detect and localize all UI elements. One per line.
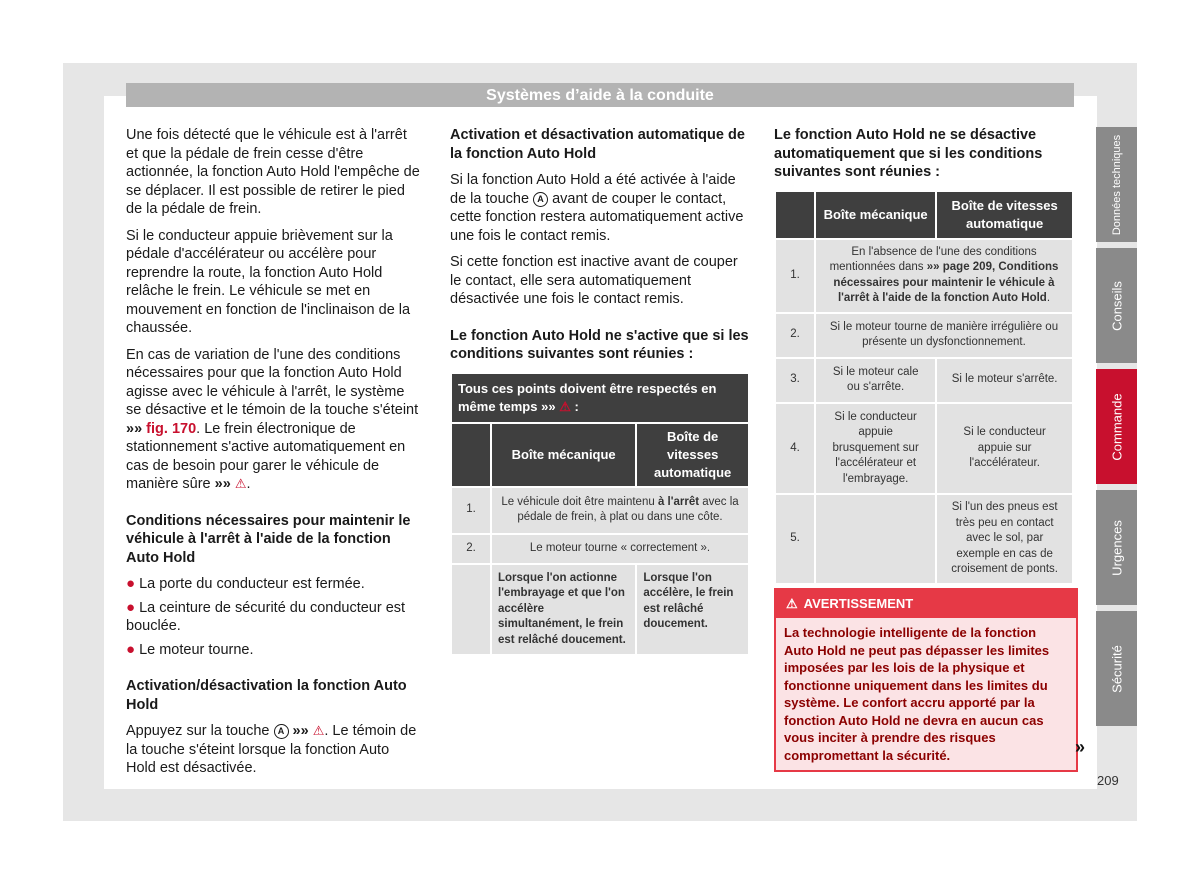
table-header: Boîte de vitesses automatique — [936, 191, 1073, 239]
activation-conditions-table — [450, 372, 750, 657]
table-cell: Lorsque l'on actionne l'embrayage et que l'on accélère simultanément, le frein est relâché doucement. — [491, 564, 636, 656]
table-header-blank — [451, 423, 491, 487]
warning-title: AVERTISSEMENT — [803, 596, 914, 611]
bullet-icon: ● — [126, 598, 136, 616]
list-item — [126, 575, 422, 594]
tab-label: Sécurité — [1109, 644, 1124, 693]
table-cell — [491, 487, 749, 534]
paragraph: Si cette fonction est inactive avant de couper le contact, elle sera automatiquement désactivée une fois le contact remis. — [450, 254, 738, 307]
section-heading: Le fonction Auto Hold ne se désactive automatiquement que si les conditions suivantes sont réunies : — [774, 127, 1043, 180]
table-row — [775, 358, 1073, 403]
continue-marker: » — [1075, 737, 1086, 757]
tab-label: Urgences — [1109, 519, 1124, 576]
row-number: 2. — [775, 313, 815, 358]
text: avant de couper le contact, cette fonction restera automatiquement active une fois le contact remis. — [450, 190, 744, 244]
auto-hold-button-icon: A — [274, 724, 289, 739]
deactivation-conditions-table — [774, 190, 1074, 585]
table-header: Boîte mécanique — [815, 191, 936, 239]
column-left — [126, 126, 422, 786]
table-row — [775, 494, 1073, 584]
bullet-list — [126, 575, 422, 659]
cross-ref-arrow: »» — [541, 398, 556, 414]
table-row — [775, 313, 1073, 358]
row-number: 1. — [775, 239, 815, 313]
side-tab-urgences[interactable] — [1096, 490, 1137, 605]
section-heading: Activation/désactivation la fonction Auto Hold — [126, 678, 407, 713]
table-row — [451, 564, 749, 656]
page-number: 209 — [1097, 773, 1119, 788]
side-tab-conseils[interactable] — [1096, 248, 1137, 363]
page-link[interactable]: »» page 209, Conditions nécessaires pour maintenir le véhicule à l'arrêt à l'aide de la fonction Auto Hold — [833, 261, 1059, 304]
text: . Le frein électronique de stationnement s'active automatiquement en cas de besoin pour garer le véhicule de manière sûre — [126, 420, 406, 492]
cross-ref-arrow: »» — [126, 420, 143, 437]
text: Si la fonction Auto Hold a été activée à l'aide de la touche — [450, 172, 736, 207]
row-number: 3. — [775, 358, 815, 403]
text: Appuyez sur la touche — [126, 723, 274, 739]
text: . — [1046, 292, 1051, 304]
section-heading: Le fonction Auto Hold ne s'active que si les conditions suivantes sont réunies : — [450, 327, 749, 362]
row-number: 5. — [775, 494, 815, 584]
side-tab-commande[interactable] — [1096, 369, 1137, 484]
paragraph: Si le conducteur appuie brièvement sur la pédale d'accélérateur ou accélère pour reprendre la route, la fonction Auto Hold relâche le frein. Le véhicule se met en mouvement en fonction de l'inclinaison de la chaussée. — [126, 227, 411, 336]
table-cell — [815, 494, 936, 584]
page-header-title: Systèmes d’aide à la conduite — [126, 83, 1074, 107]
table-cell: Lorsque l'on accélère, le frein est relâché doucement. — [636, 564, 749, 656]
row-number — [451, 564, 491, 656]
paragraph: Une fois détecté que le véhicule est à l'arrêt et que la pédale de frein cesse d'être actionnée, la fonction Auto Hold l'empêche de se déplacer. Il est possible de retirer le pied de la pédale de frein. — [126, 127, 420, 217]
column-middle — [450, 126, 750, 656]
table-cell: Si le conducteur appuie sur l'accélérateur. — [936, 403, 1073, 495]
table-cell: Si l'un des pneus est très peu en contact avec le sol, par exemple en cas de croisement de ponts. — [936, 494, 1073, 584]
text: En cas de variation de l'une des conditions nécessaires pour que la fonction Auto Hold agisse avec le véhicule à l'arrêt, le système se désactive et le témoin de la touche s'éteint — [126, 346, 419, 418]
text: . Le témoin de la touche s'éteint lorsque la fonction Auto Hold est désactivée. — [126, 723, 417, 776]
section-heading: Conditions nécessaires pour maintenir le véhicule à l'arrêt à l'aide de la fonction Auto Hold — [126, 512, 411, 566]
table-cell: Si le moteur s'arrête. — [936, 358, 1073, 403]
side-tab-securite[interactable] — [1096, 611, 1137, 726]
warning-icon[interactable]: ⚠ — [234, 476, 247, 491]
paragraph — [126, 722, 422, 778]
figure-link[interactable]: fig. 170 — [146, 420, 197, 437]
warning-box — [774, 588, 1078, 772]
list-item — [126, 599, 422, 636]
tab-label: Données techniques — [1110, 134, 1123, 235]
table-header: Boîte de vitesses automatique — [636, 423, 749, 487]
warning-icon[interactable]: ⚠ — [312, 723, 325, 738]
text: La porte du conducteur est fermée. — [139, 576, 365, 592]
auto-hold-button-icon: A — [533, 192, 548, 207]
cross-ref-arrow: »» — [292, 723, 309, 739]
bullet-icon: ● — [126, 640, 136, 658]
table-row — [775, 403, 1073, 495]
warning-icon: ⚠ — [786, 596, 798, 611]
table-cell: Si le conducteur appuie brusquement sur l'accélérateur et l'embrayage. — [815, 403, 936, 495]
paragraph: En cas de variation de l'une des conditions nécessaires pour que la fonction Auto Hold agisse avec le véhicule à l'arrêt, le système se désactive et le témoin de la touche s'éteint »» fig. 170. Le frein électronique de stationnement s'active automatiquement en cas de besoin pour garer le véhicule de manière sûre »» ⚠. — [126, 346, 419, 492]
warning-header — [776, 590, 1076, 618]
row-number: 1. — [451, 487, 491, 534]
text: La ceinture de sécurité du conducteur est bouclée. — [126, 599, 406, 634]
table-row — [775, 239, 1073, 313]
table-row — [451, 487, 749, 534]
text: à l'arrêt — [657, 495, 700, 508]
text: Tous ces points doivent être respectés en même temps — [458, 380, 717, 414]
table-cell: Si le moteur tourne de manière irrégulière ou présente un dysfonctionnement. — [815, 313, 1073, 358]
text: Le moteur tourne. — [139, 641, 254, 658]
cross-ref-arrow: »» — [214, 476, 231, 492]
row-number: 2. — [451, 534, 491, 564]
warning-icon[interactable]: ⚠ — [559, 398, 571, 414]
column-right — [774, 126, 1074, 585]
row-number: 4. — [775, 403, 815, 495]
table-header: Boîte mécanique — [491, 423, 636, 487]
section-heading: Activation et désactivation automatique de la fonction Auto Hold — [450, 127, 745, 162]
text: En l'absence de l'une des conditions mentionnées dans — [829, 245, 1037, 273]
table-cell — [815, 239, 1073, 313]
side-tab-donnees-techniques[interactable] — [1096, 127, 1137, 242]
warning-text: La technologie intelligente de la fonction Auto Hold ne peut pas dépasser les limites imposées par les lois de la physique et fonctionne uniquement dans les limites du système. Le confort accru apporté par la fonction Auto Hold ne devra en aucun cas vous inciter à prendre des risques compromettant la sécurité. — [776, 618, 1076, 770]
text: Le véhicule doit être maintenu — [501, 495, 658, 508]
bullet-icon: ● — [126, 575, 136, 592]
table-header-blank — [775, 191, 815, 239]
table-caption: Tous ces points doivent être respectés en même temps »» ⚠ : — [451, 373, 749, 423]
table-cell: Le moteur tourne « correctement ». — [491, 534, 749, 564]
list-item — [126, 641, 422, 660]
table-cell: Si le moteur cale ou s'arrête. — [815, 358, 936, 403]
tab-label: Commande — [1109, 392, 1124, 461]
text: avec la pédale de frein, à plat ou dans une côte. — [517, 495, 739, 523]
table-row — [451, 534, 749, 564]
tab-label: Conseils — [1109, 280, 1124, 331]
paragraph — [450, 171, 750, 245]
